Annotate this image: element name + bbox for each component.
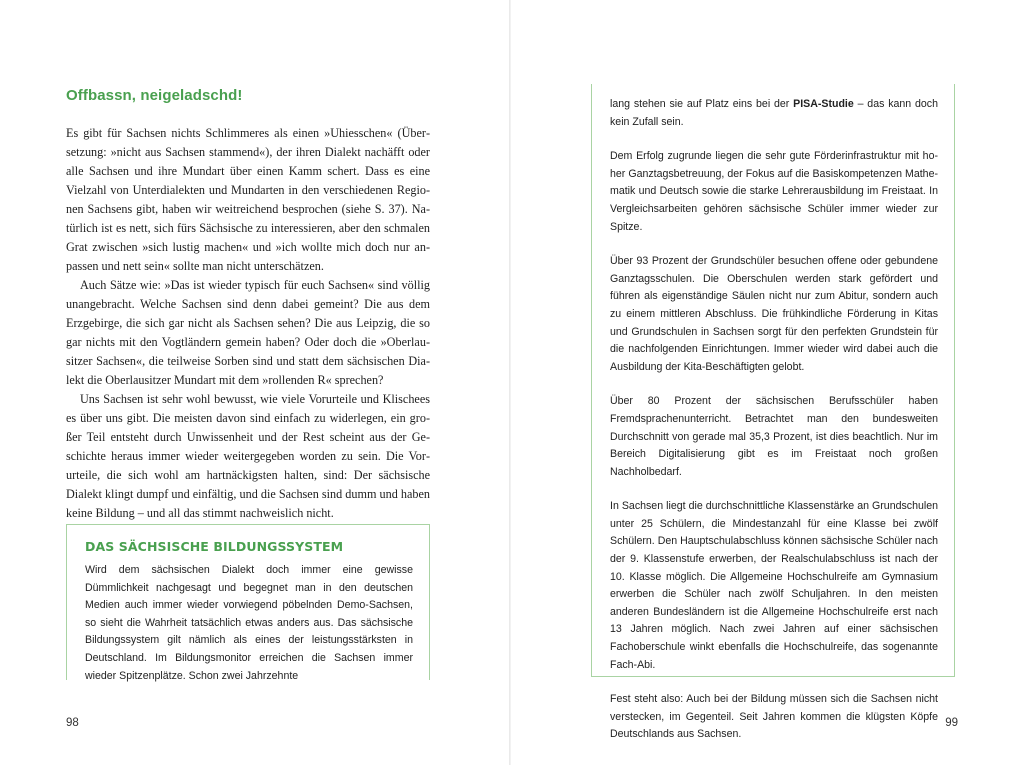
paragraph-1: Es gibt für Sachsen nichts Schlimmeres als einen »Uhiesschen« (Übersetzung: »nicht aus Sachsen stammend«), der ihren Dialekt nachäfft oder alle Sachsen und ihre Mundart über einen Kamm schert. Dass es eine Vielzahl von Unterdialekten und Mundarten in den verschiedenen Regionen Sachsens gibt, haben wir weitreichend besprochen (siehe S. 37). Natürlich ist es nett, sich fürs Sächsische zu interessieren, aber den schmalen Grat zwischen »sich lustig machen« und »ich wollte mich doch nur anpassen und nett sein« sollte man nicht unterschätzen. — [66, 126, 430, 273]
right-page — [510, 0, 1020, 765]
box-paragraph-1-end: – das kann doch kein Zufall sein. — [610, 98, 938, 128]
box-paragraph-4: Über 80 Prozent der sächsischen Berufsschüler haben Fremdsprachenunterricht. Betrachtet man den bundesweiten Durchschnitt von gerade mal 35,3 Prozent, ist dies beachtlich. Nur im Bereich Digitalisierung gibt es im Freistaat noch großen Nachholbedarf. — [610, 395, 938, 478]
page-number-right: 99 — [945, 717, 958, 729]
infobox-text: Wird dem sächsischen Dialekt doch immer eine gewisse Dümmlichkeit nachgesagt und begegnet man in den deutschen Medien auch immer wieder vorwiegend pöbelnden Demo-Sachsen, so sieht die Wahrheit tatsächlich etwas anders aus. Das sächsische Bildungssystem gilt nämlich als eines der leistungsstärksten in Deutschland. Im Bildungsmonitor erreichen die Sachsen immer wieder Spitzenplätze. Schon zwei Jahrzehnte — [85, 564, 413, 682]
body-text — [66, 124, 430, 523]
box-paragraph-1 — [610, 96, 938, 131]
infobox-education-system — [66, 524, 430, 680]
box-paragraph-5: In Sachsen liegt die durchschnittliche Klassenstärke an Grundschulen unter 25 Schülern, die Mindestanzahl für eine Klasse bei zwölf Schülern. Den Hauptschulabschluss können sächsische Schüler nach der 9. Klassenstufe erwerben, der Realschulabschluss ist nach der 10. Klasse möglich. Die Allgemeine Hochschulreife am Gymnasium erwerben die Schüler nach zwölf Schuljahren. In den meisten anderen Bundesländern ist die Allgemeine Hochschulreife erst nach 13 Jahren möglich. Nach zwei Jahren auf einer sächsischen Fachoberschule winkt ebenfalls die Hochschulreife, das sogenannte Fach-Abi. — [610, 500, 939, 671]
pisa-study-term: PISA-Studie — [793, 98, 854, 110]
section-heading: Offbassn, neigeladschd! — [66, 87, 243, 104]
box-paragraph-3: Über 93 Prozent der Grundschüler besuchen offene oder gebundene Ganztagsschulen. Die Oberschulen werden stark gefördert und führen als eigenständige Säulen nicht nur zum Abitur, sondern auch zu einem mittleren Abschluss. Die frühkindliche Förderung in Kitas und Grundschulen in Sachsen sorgt für den perfekten Grundstein für die nachfolgenden Einrichtungen. Immer wieder wird dabei auch die Ausbildung der Kita-Beschäftigten gelobt. — [610, 255, 938, 373]
box-paragraph-2: Dem Erfolg zugrunde liegen die sehr gute Förderinfrastruktur mit hoher Ganztagsbetreuung, der Fokus auf die Basiskompetenzen Mathematik und Deutsch sowie die starke Lehrerausbildung im Freistaat. In Vergleichsarbeiten gehören sächsische Schüler immer wieder zur Spitze. — [610, 150, 938, 233]
box-paragraph-1-start: lang stehen sie auf Platz eins bei der — [610, 98, 794, 110]
page-number-left: 98 — [66, 717, 79, 729]
paragraph-2: Auch Sätze wie: »Das ist wieder typisch für euch Sachsen« sind völlig unangebracht. Welche Sachsen sind denn dabei gemeint? Die aus dem Erzgebirge, die sich gar nicht als Sachsen sehen? Die aus Leipzig, die so gar nichts mit den Vogtländern gemein haben? Oder doch die »Oberlausitzer Sachsen«, die teilweise Sorben sind und statt dem sächsischen Dialekt die Oberlausitzer Mundart mit dem »rollenden R« sprechen? — [66, 278, 430, 387]
box-paragraph-6: Fest steht also: Auch bei der Bildung müssen sich die Sachsen nicht verstecken, im Gegenteil. Seit Jahren kommen die klügsten Köpfe Deutschlands aus Sachsen. — [610, 693, 938, 741]
infobox-title: DAS SÄCHSISCHE BILDUNGSSYSTEM — [85, 539, 344, 554]
paragraph-3: Uns Sachsen ist sehr wohl bewusst, wie viele Vorurteile und Klischees es über uns gibt. Die meisten davon sind einfach zu widerlegen, ein großer Teil entsteht durch Unwissenheit und der Rest scheint aus der Geschichte heraus immer wieder weitergegeben worden zu sein. Die Vorurteile, die sich wohl am hartnäckigsten halten, sind: Der sächsische Dialekt klingt dumpf und einfältig, und die Sachsen sind dumm und haben keine Bildung – und all das stimmt nachweislich nicht. — [66, 392, 430, 520]
